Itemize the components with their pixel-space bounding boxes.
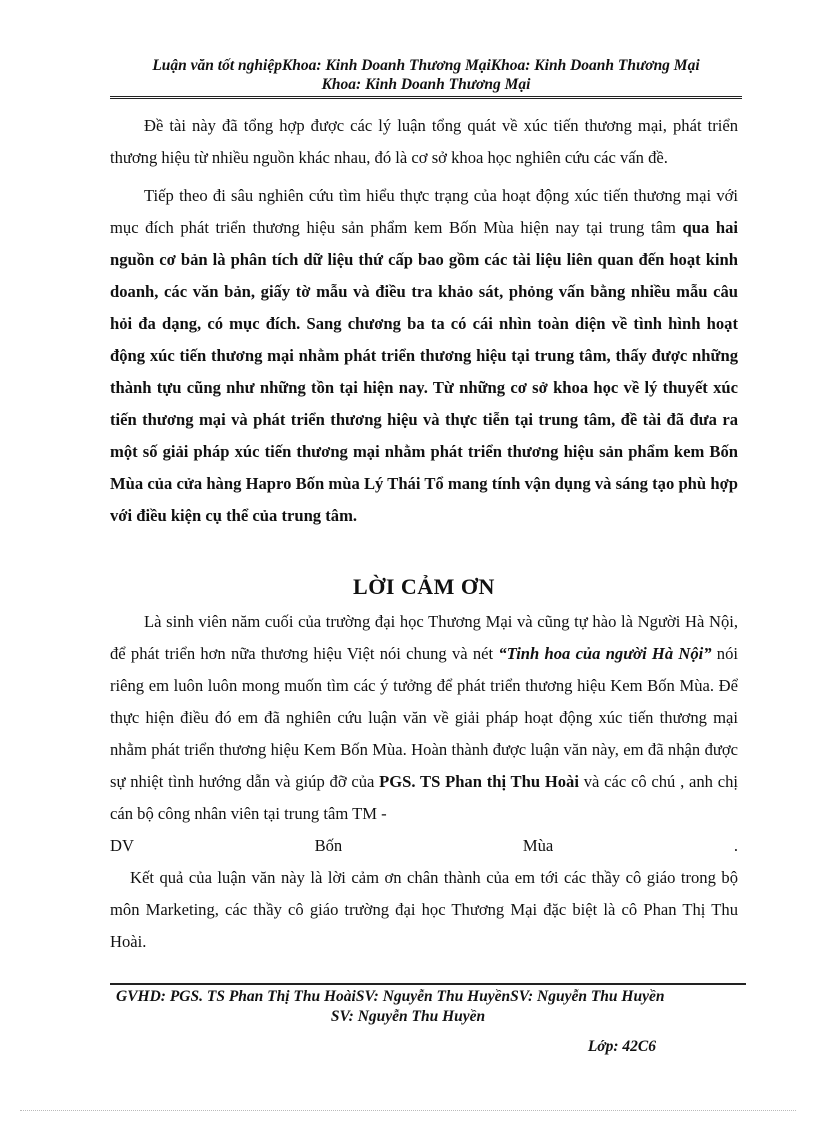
ack-spread-line [110,830,738,862]
page-bottom-divider [20,1110,796,1111]
summary-paragraph-2-bold: qua hai nguồn cơ bản là phân tích dữ liệu thứ cấp bao gồm các tài liệu liên quan đến hoạt kinh doanh, các văn bản, giấy tờ mẫu và điều tra khảo sát, phỏng vấn bằng nhiều mẫu câu hỏi đa dạng, có mục đích. Sang chương ba ta có cái nhìn toàn diện về tình hình hoạt động xúc tiến thương mại nhằm phát triển thương hiệu tại trung tâm, thấy được những thành tựu cũng như những tồn tại hiện nay. Từ những cơ sở khoa học về lý thuyết xúc tiến thương mại và phát triển thương hiệu và thực tiễn tại trung tâm, đề tài đã đưa ra một số giải pháp xúc tiến thương mại nhằm phát triển thương hiệu sản phẩm kem Bốn Mùa của cửa hàng Hapro Bốn mùa Lý Thái Tổ mang tính vận dụng và sáng tạo phù hợp với điều kiện cụ thể của trung tâm. [110,218,738,525]
summary-paragraph-2 [110,180,738,532]
ack-spread-word: Mùa [522,836,554,855]
ack-text-3: và các cô chú , anh chị cán bộ công nhân viên tại trung tâm TM - [110,772,738,823]
ack-spread-word: . [733,836,738,855]
ack-advisor: PGS. TS Phan thị Thu Hoài [379,772,579,791]
footer-line-1: GVHD: PGS. TS Phan Thị Thu HoàiSV: Nguyễn Thu HuyềnSV: Nguyễn Thu Huyền [116,988,665,1005]
acknowledgement-paragraph [110,606,738,830]
header-line-2: Khoa: Kinh Doanh Thương Mại [321,76,531,93]
summary-paragraph-1: Đề tài này đã tổng hợp được các lý luận tổng quát về xúc tiến thương mại, phát triển thương hiệu từ nhiều nguồn khác nhau, đó là cơ sở khoa học nghiên cứu các vấn đề. [110,116,738,167]
ack-quote: “Tinh hoa của người Hà Nội” [498,644,712,663]
document-body [110,110,738,958]
page-header [110,56,742,99]
ack-spread-word: DV [110,836,134,855]
footer-line-2: SV: Nguyễn Thu Huyền [330,1008,486,1025]
acknowledgement-title: LỜI CẢM ƠN [353,574,495,599]
acknowledgement-final-paragraph: Kết quả của luận văn này là lời cảm ơn chân thành của em tới các thầy cô giáo trong bộ môn Marketing, các thầy cô giáo trường đại học Thương Mại đặc biệt là cô Phan Thị Thu Hoài. [110,868,738,951]
summary-paragraph-2-normal: Tiếp theo đi sâu nghiên cứu tìm hiểu thực trạng của hoạt động xúc tiến thương mại với mục đích phát triển thương hiệu sản phẩm kem Bốn Mùa hiện nay tại trung tâm [110,186,738,237]
header-line-1: Luận văn tốt nghiệpKhoa: Kinh Doanh Thương MạiKhoa: Kinh Doanh Thương Mại [152,57,700,74]
ack-text-1: Là sinh viên năm cuối của trường đại học Thương Mại và cũng tự hào là Người Hà Nội, để phát triển hơn nữa thương hiệu Việt nói chung và nét [110,612,738,663]
ack-text-2: nói riêng em luôn luôn mong muốn tìm các ý tưởng để phát triển thương hiệu Kem Bốn Mùa. Để thực hiện điều đó em đã nghiên cứu luận văn về giải pháp hoạt động xúc tiến thương mại nhằm phát triển thương hiệu Kem Bốn Mùa. Hoàn thành được luận văn này, em đã nhận được sự nhiệt tình hướng dẫn và giúp đỡ của [110,644,739,791]
footer-class-label: Lớp: 42C6 [587,1038,656,1055]
ack-spread-word: Bốn [314,836,343,855]
page-footer [110,983,746,1057]
